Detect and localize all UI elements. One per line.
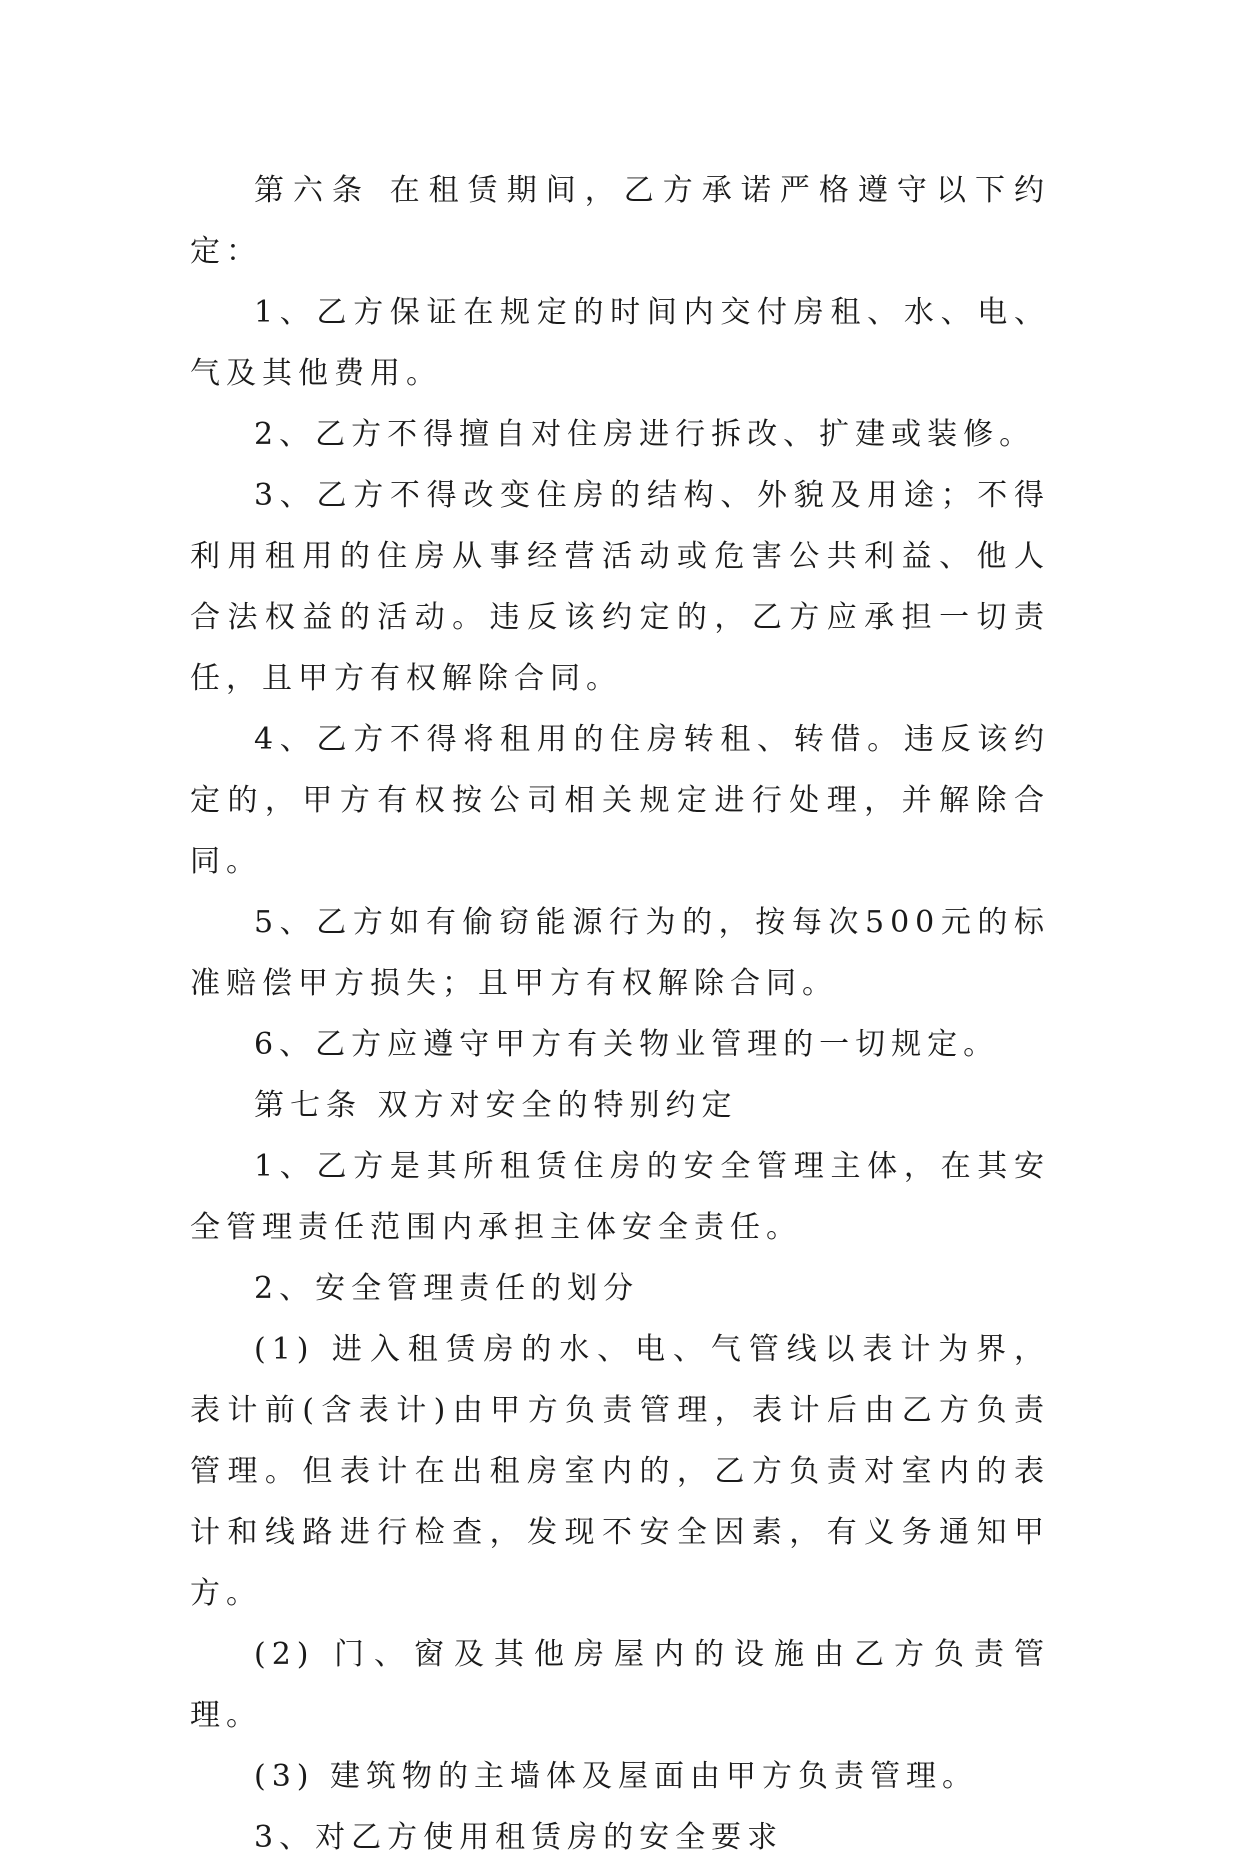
- paragraph-6-5: 5、乙方如有偷窃能源行为的，按每次500元的标准赔偿甲方损失；且甲方有权解除合同。: [190, 905, 1050, 1001]
- paragraph-7-1: 1、乙方是其所租赁住房的安全管理主体，在其安全管理责任范围内承担主体安全责任。: [190, 1149, 1050, 1245]
- paragraph-6-6: 6、乙方应遵守甲方有关物业管理的一切规定。: [254, 1027, 1000, 1062]
- paragraph-7-3: 3、对乙方使用租赁房的安全要求: [254, 1820, 784, 1855]
- paragraph-6-2: 2、乙方不得擅自对住房进行拆改、扩建或装修。: [254, 417, 1036, 452]
- paragraph-7-2-1: (1) 进入租赁房的水、电、气管线以表计为界，表计前(含表计)由甲方负责管理，表计后由乙方负责管理。但表计在出租房室内的，乙方负责对室内的表计和线路进行检查，发现不安全因素，有义务通知甲方。: [190, 1332, 1050, 1611]
- paragraph-6-4: 4、乙方不得将租用的住房转租、转借。违反该约定的，甲方有权按公司相关规定进行处理，并解除合同。: [190, 722, 1050, 879]
- paragraph-6-3: 3、乙方不得改变住房的结构、外貌及用途；不得利用租用的住房从事经营活动或危害公共利益、他人合法权益的活动。违反该约定的，乙方应承担一切责任，且甲方有权解除合同。: [190, 478, 1050, 696]
- paragraph-7-2: 2、安全管理责任的划分: [254, 1271, 640, 1306]
- paragraph-article-7: 第七条 双方对安全的特别约定: [254, 1088, 738, 1123]
- document-body: [190, 160, 1050, 1868]
- paragraph-7-2-2: (2) 门、窗及其他房屋内的设施由乙方负责管理。: [190, 1637, 1050, 1733]
- paragraph-6-1: 1、乙方保证在规定的时间内交付房租、水、电、气及其他费用。: [190, 295, 1050, 391]
- paragraph-7-2-3: (3) 建筑物的主墙体及屋面由甲方负责管理。: [254, 1759, 979, 1794]
- paragraph-article-6: 第六条 在租赁期间，乙方承诺严格遵守以下约定：: [190, 173, 1050, 269]
